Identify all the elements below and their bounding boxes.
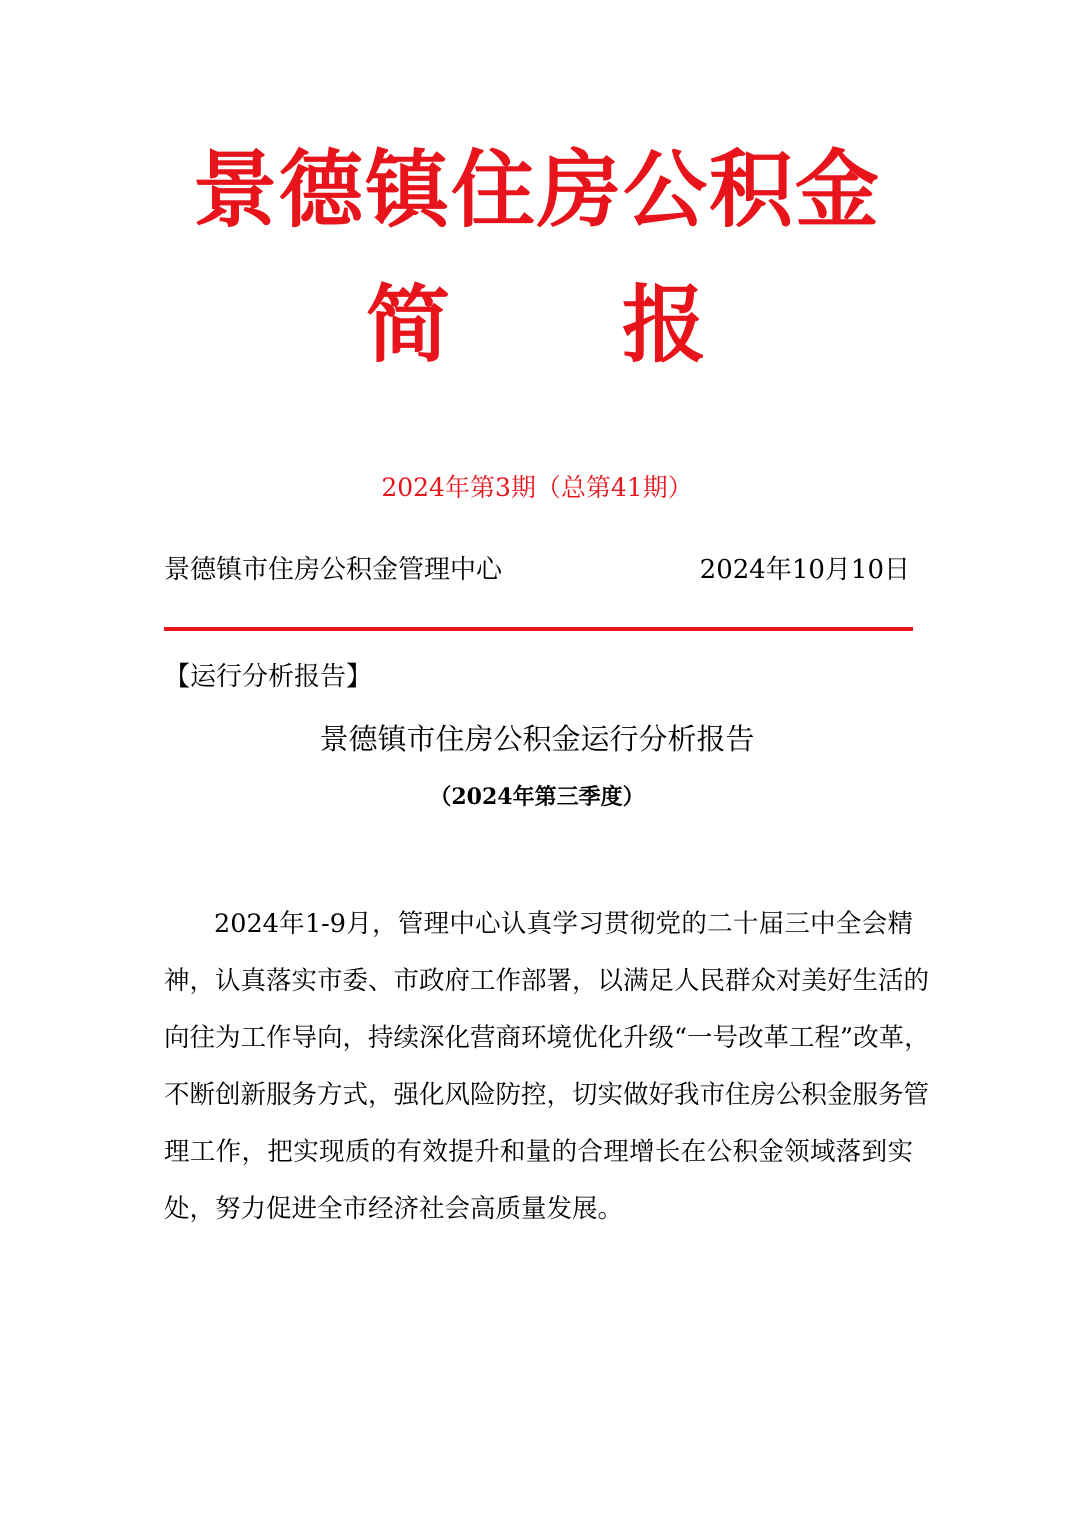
paragraph-line: 向往为工作导向，持续深化营商环境优化升级“一号改革工程”改革， <box>164 1023 930 1053</box>
red-divider <box>164 627 913 631</box>
issue-number: 2024年第3期（总第41期） <box>381 473 693 502</box>
section-label: 【运行分析报告】 <box>164 662 373 692</box>
paragraph-line: 2024年1-9月，管理中心认真学习贯彻党的二十届三中全会精 <box>214 909 913 939</box>
article-subheading: （2024年第三季度） <box>429 784 645 810</box>
masthead-brief-char-2: 报 <box>622 275 707 374</box>
paragraph-line: 理工作，把实现质的有效提升和量的合理增长在公积金领域落到实 <box>164 1137 913 1167</box>
paragraph-line: 不断创新服务方式，强化风险防控，切实做好我市住房公积金服务管 <box>164 1080 930 1110</box>
article-heading: 景德镇市住房公积金运行分析报告 <box>319 722 755 756</box>
paragraph-line: 处，努力促进全市经济社会高质量发展。 <box>164 1194 624 1224</box>
issue-date: 2024年10月10日 <box>699 555 910 585</box>
article-paragraph <box>164 896 930 1238</box>
issuing-organization: 景德镇市住房公积金管理中心 <box>164 555 503 585</box>
masthead-brief-char-1: 简 <box>366 275 451 374</box>
masthead-title: 景德镇住房公积金 <box>192 140 881 239</box>
paragraph-line: 神，认真落实市委、市政府工作部署，以满足人民群众对美好生活的 <box>164 966 930 996</box>
